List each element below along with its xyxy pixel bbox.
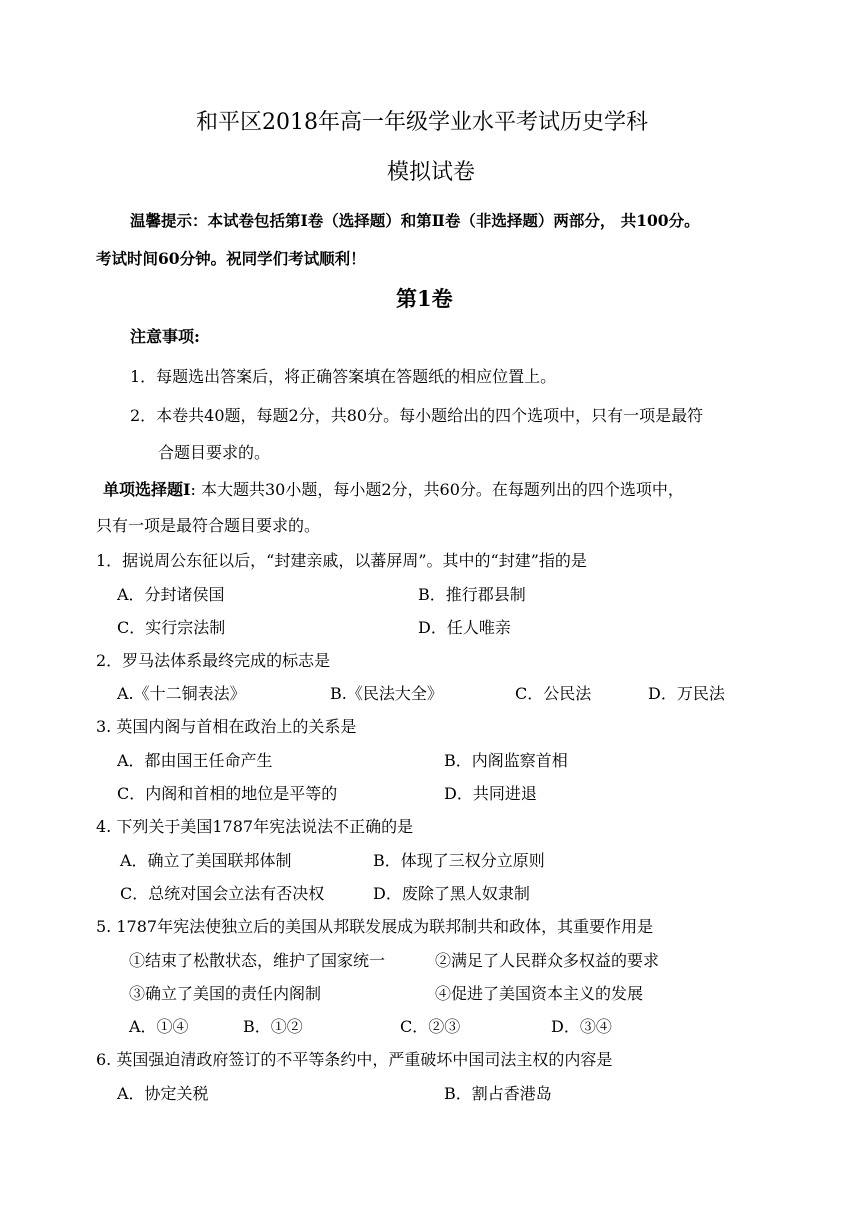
statement-3: ③确立了美国的责任内阁制	[129, 984, 322, 1003]
statement-4: ④促进了美国资本主义的发展	[435, 984, 644, 1003]
question-stem: 3. 英国内阁与首相在政治上的关系是	[96, 717, 357, 736]
option-d: D．共同进退	[444, 784, 537, 803]
option-c: C．实行宗法制	[117, 618, 226, 637]
option-c: C．总统对国会立法有否决权	[120, 884, 325, 903]
attention-item-1: 1．每题选出答案后，将正确答案填在答题纸的相应位置上。	[130, 367, 557, 386]
option-b: B．推行郡县制	[418, 585, 526, 604]
notice-line-2: 考试时间60分钟。祝同学们考试顺利！	[96, 249, 366, 268]
option-a: A．协定关税	[117, 1084, 209, 1103]
document-subtitle: 模拟试卷	[387, 160, 476, 185]
option-d: D．万民法	[648, 684, 725, 703]
statement-1: ①结束了松散状态，维护了国家统一	[129, 951, 386, 970]
option-a: A．确立了美国联邦体制	[120, 851, 292, 870]
section-title: 第1卷	[396, 286, 453, 311]
option-b: B.《民法大全》	[330, 684, 443, 703]
option-b: B．体现了三权分立原则	[373, 851, 545, 870]
option-c: C．公民法	[515, 684, 592, 703]
question-stem: 1．据说周公东征以后，“封建亲戚，以蕃屏周”。其中的“封建”指的是	[96, 551, 587, 570]
attention-heading: 注意事项:	[130, 327, 200, 346]
notice-line-1: 温馨提示：本试卷包括第Ⅰ卷（选择题）和第Ⅱ卷（非选择题）两部分， 共100分。	[130, 211, 700, 230]
option-d: D．任人唯亲	[418, 618, 511, 637]
option-c: C．②③	[400, 1017, 461, 1036]
option-a: A.《十二铜表法》	[117, 684, 246, 703]
option-a: A．①④	[129, 1017, 189, 1036]
option-a: A．分封诸侯国	[117, 585, 225, 604]
statement-2: ②满足了人民群众多权益的要求	[435, 951, 660, 970]
part-instructions-line-2: 只有一项是最符合题目要求的。	[96, 516, 321, 535]
part-label: 单项选择题Ⅰ	[103, 480, 191, 499]
attention-item-2-line-2: 合题目要求的。	[158, 443, 271, 462]
option-c: C．内阁和首相的地位是平等的	[117, 784, 338, 803]
question-stem: 6. 英国强迫清政府签订的不平等条约中，严重破坏中国司法主权的内容是	[96, 1050, 613, 1069]
part-instructions-line-1	[103, 480, 684, 500]
document-title: 和平区2018年高一年级学业水平考试历史学科	[196, 110, 648, 135]
part-text-1: : 本大题共30小题，每小题2分，共60分。在每题列出的四个选项中，	[190, 480, 684, 499]
attention-item-2-line-1: 2．本卷共40题，每题2分，共80分。每小题给出的四个选项中，只有一项是最符	[130, 406, 704, 425]
option-b: B．内阁监察首相	[444, 751, 568, 770]
option-b: B．割占香港岛	[444, 1084, 552, 1103]
option-d: D．③④	[551, 1017, 612, 1036]
question-stem: 2．罗马法体系最终完成的标志是	[96, 651, 331, 670]
option-b: B．①②	[243, 1017, 303, 1036]
option-a: A．都由国王任命产生	[117, 751, 273, 770]
question-stem: 4. 下列关于美国1787年宪法说法不正确的是	[96, 817, 414, 836]
question-stem: 5. 1787年宪法使独立后的美国从邦联发展成为联邦制共和政体，其重要作用是	[96, 917, 654, 936]
option-d: D．废除了黑人奴隶制	[373, 884, 530, 903]
